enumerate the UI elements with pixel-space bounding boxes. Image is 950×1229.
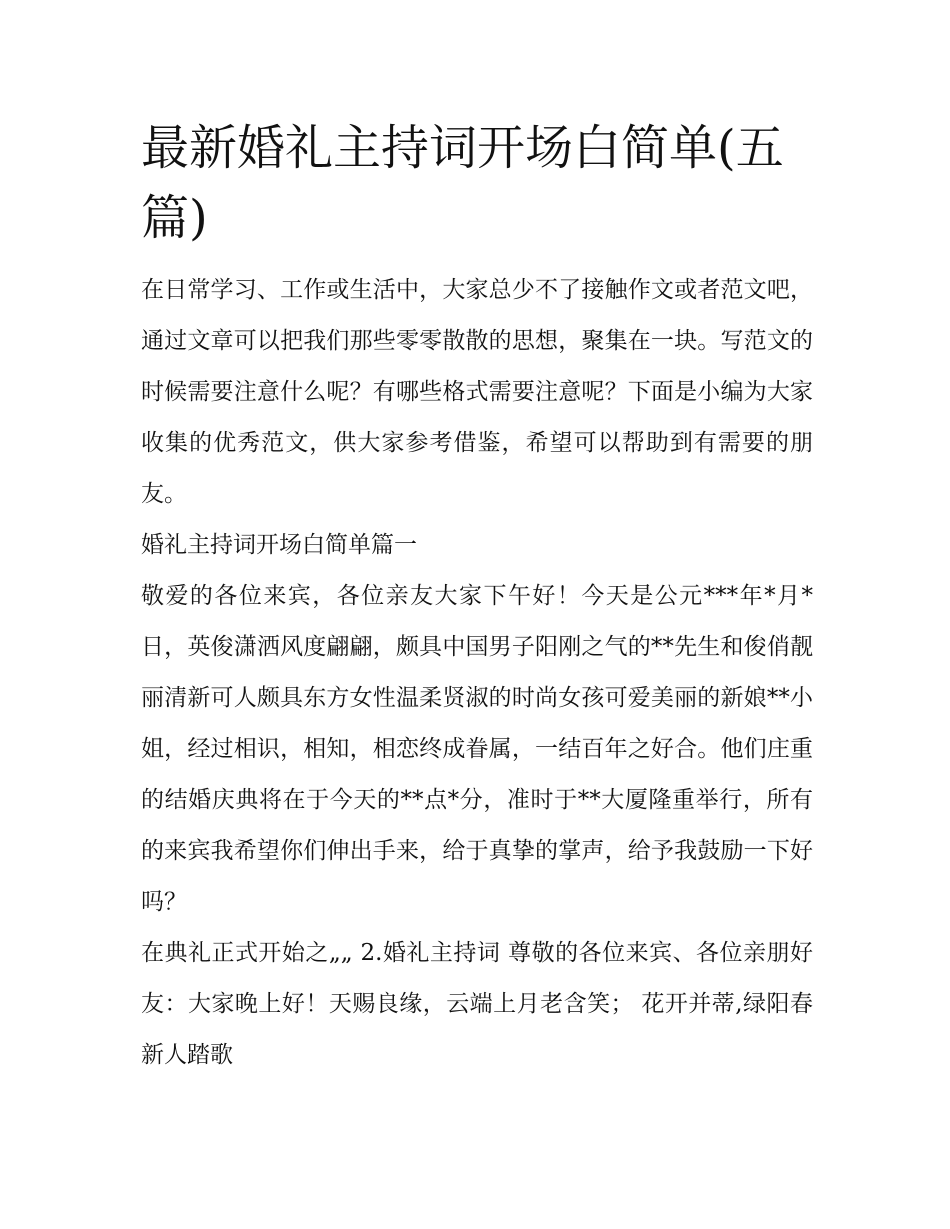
document-title: 最新婚礼主持词开场白简单(五篇) [141,120,784,246]
intro-paragraph: 在日常学习、工作或生活中，大家总少不了接触作文或者范文吧，通过文章可以把我们那些零零散散的思想，聚集在一块。写范文的时候需要注意什么呢？有哪些格式需要注意呢？下面是小编为大家收集的优秀范文，供大家参考借鉴，希望可以帮助到有需要的朋友。 [141,277,813,507]
body-paragraph-1: 敬爱的各位来宾，各位亲友大家下午好！今天是公元***年*月*日，英俊潇洒风度翩翩，颇具中国男子阳刚之气的**先生和俊俏靓丽清新可人颇具东方女性温柔贤淑的时尚女孩可爱美丽的新娘**小姐，经过相识，相知，相恋终成眷属，一结百年之好合。他们庄重的结婚庆典将在于今天的**点*分，准时于**大厦隆重举行，所有的来宾我希望你们伸出手来，给于真挚的掌声，给予我鼓励一下好吗？ [141,583,813,915]
section-heading: 婚礼主持词开场白简单篇一 [141,532,417,558]
document-body [141,113,813,1081]
body-paragraph-2: 在典礼正式开始之„„ 2.婚礼主持词 尊敬的各位来宾、各位亲朋好友：大家晚上好！天赐良缘，云端上月老含笑； 花开并蒂,绿阳春新人踏歌 [141,940,813,1068]
